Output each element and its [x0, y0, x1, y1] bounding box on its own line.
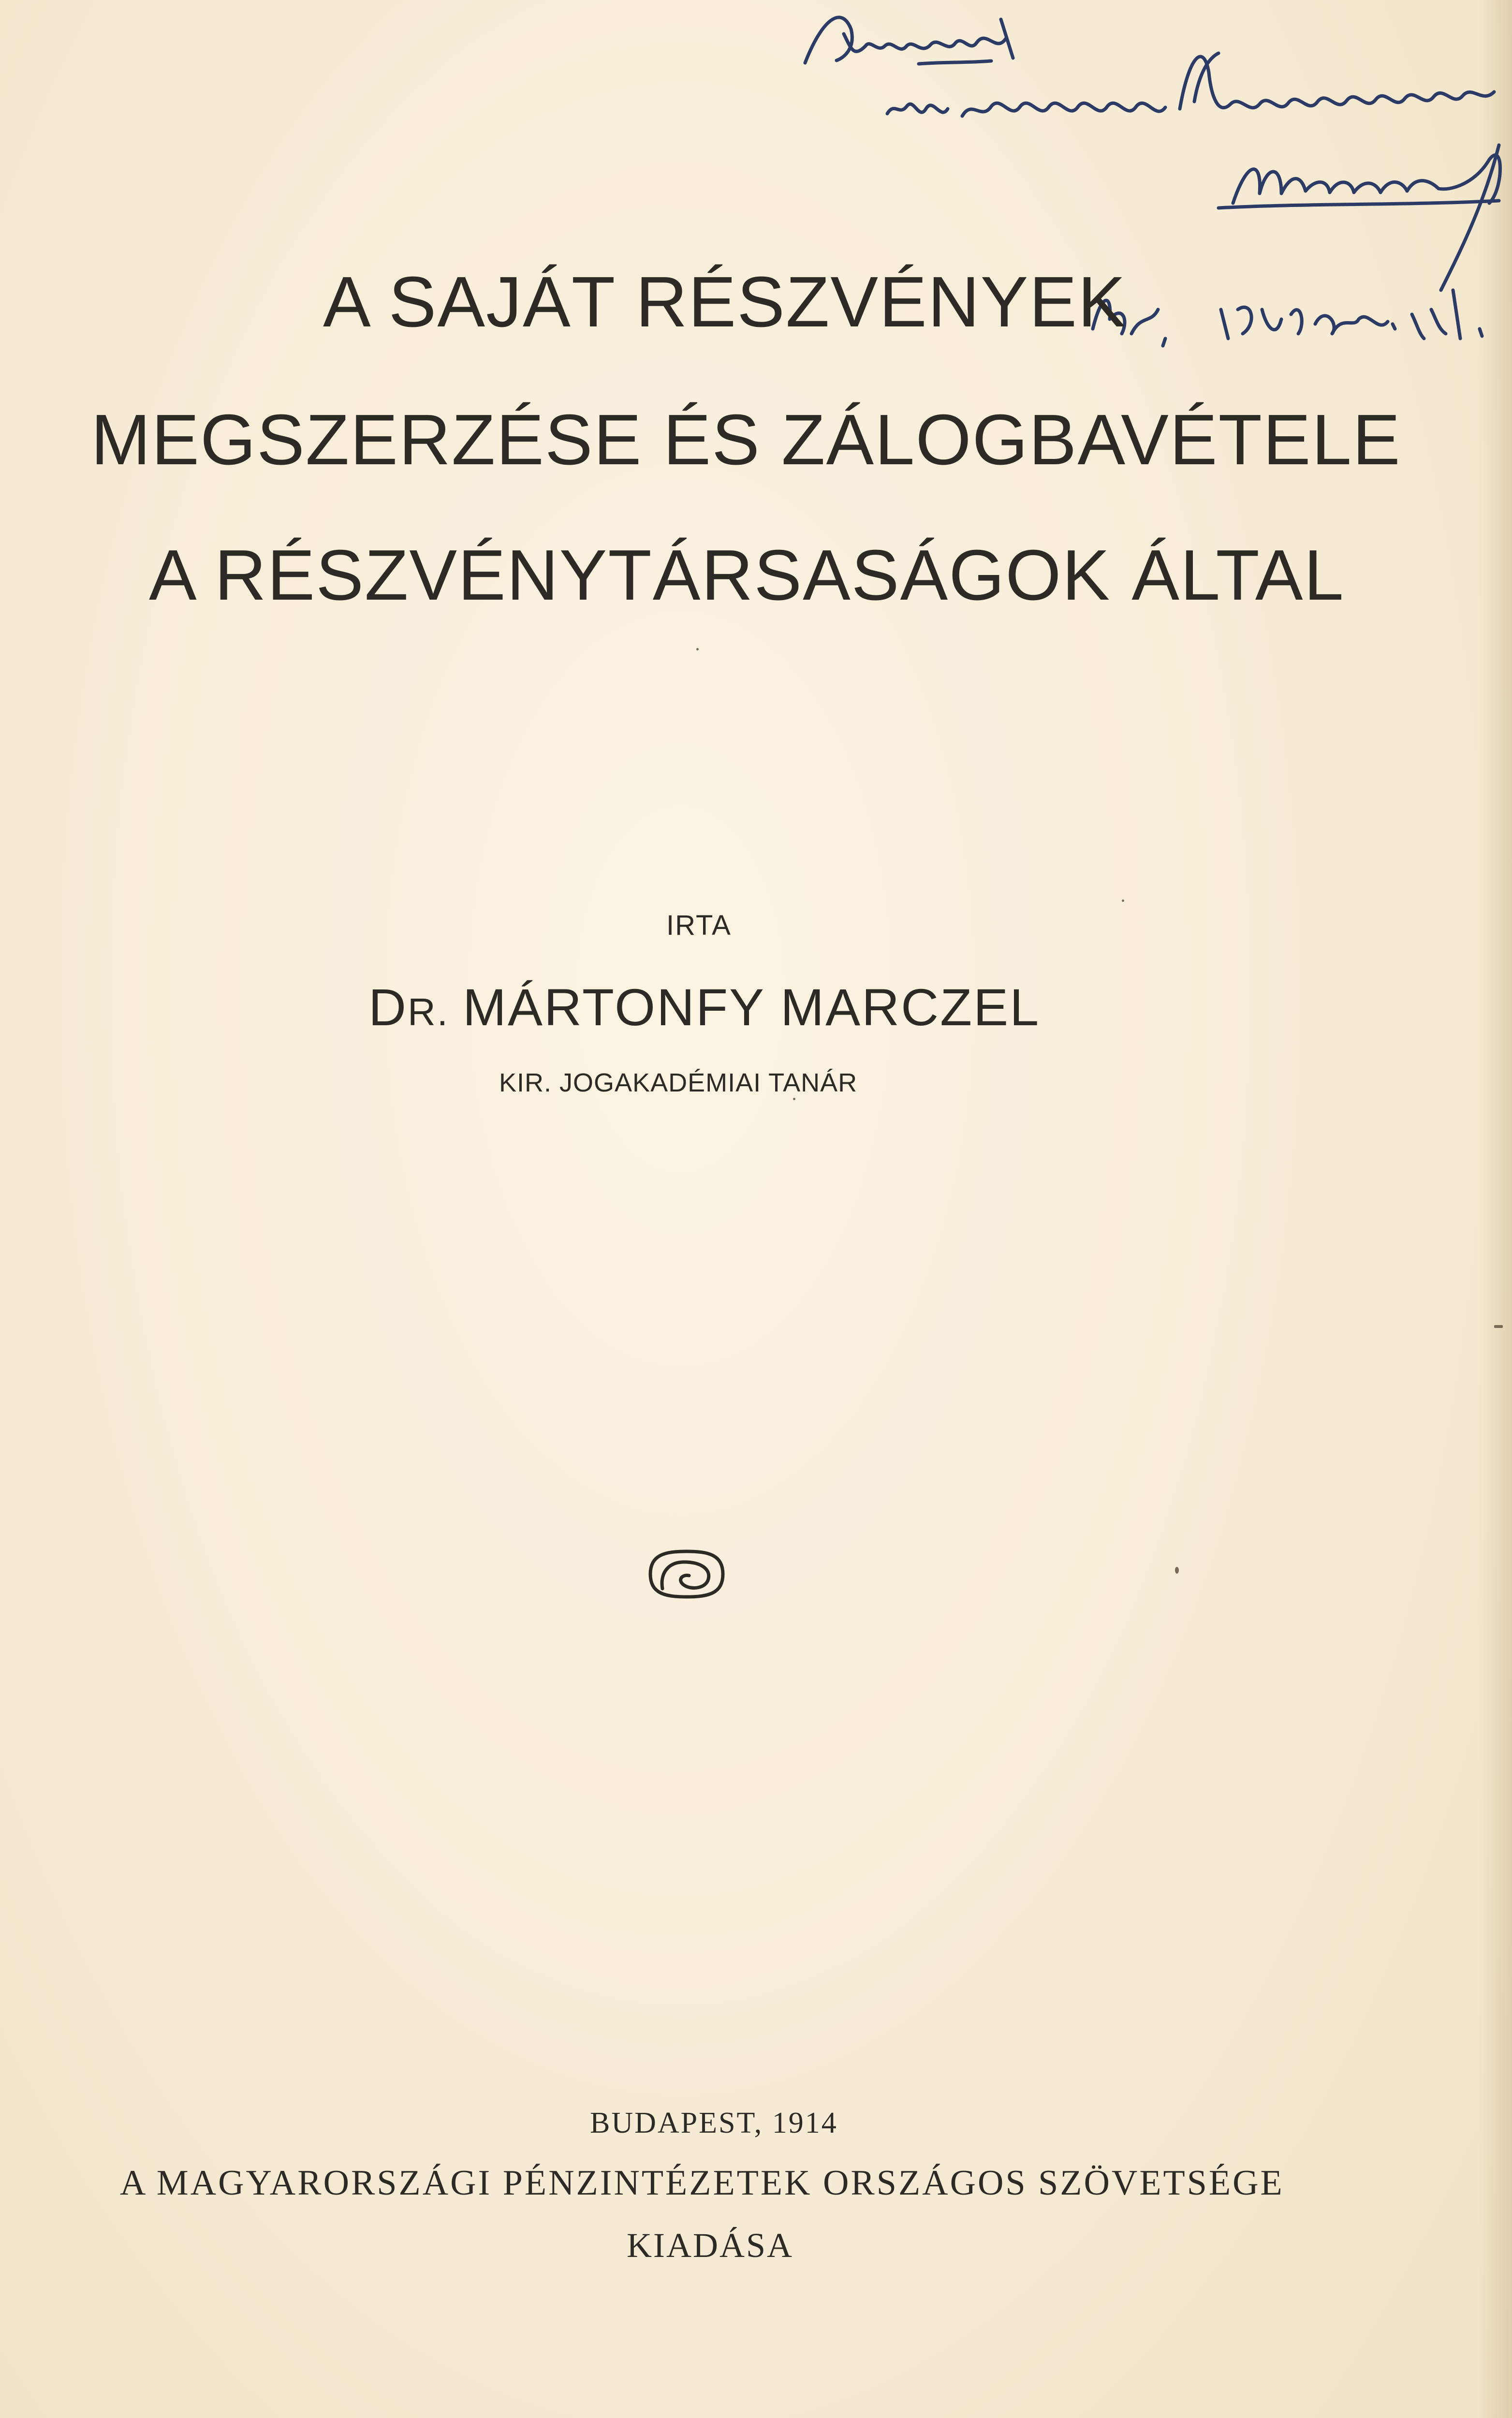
paper-speck	[696, 648, 699, 650]
inscription-word-apanak	[805, 17, 1013, 63]
inscription-signature	[1233, 155, 1500, 203]
byline-irta: IRTA	[666, 910, 732, 941]
inscription-date	[1093, 290, 1482, 346]
imprint-city-year: BUDAPEST, 1914	[590, 2107, 838, 2139]
title-line-2: MEGSZERZÉSE ÉS ZÁLOGBAVÉTELE	[91, 400, 1401, 480]
title-line-3: A RÉSZVÉNYTÁRSASÁGOK ÁLTAL	[149, 535, 1345, 615]
author-affiliation: KIR. JOGAKADÉMIAI TANÁR	[499, 1068, 858, 1097]
publisher-device-icon	[646, 1548, 728, 1601]
inscription-line2	[887, 57, 1494, 116]
title-line-1: A SAJÁT RÉSZVÉNYEK	[323, 262, 1127, 342]
paper-speck	[1175, 1567, 1179, 1574]
author-name	[368, 977, 1040, 1037]
author-title-initial: D	[368, 978, 408, 1036]
paper-speck	[1122, 899, 1124, 902]
author-fullname: MÁRTONFY MARCZEL	[463, 978, 1041, 1036]
author-title-rest: R.	[408, 990, 449, 1033]
imprint-publisher: A MAGYARORSZÁGI PÉNZINTÉZETEK ORSZÁGOS SZÖVETSÉGE	[120, 2163, 1284, 2203]
paper-speck	[1494, 1325, 1503, 1328]
paper-speck	[793, 1098, 795, 1100]
imprint-kiadasa: KIADÁSA	[627, 2226, 793, 2265]
